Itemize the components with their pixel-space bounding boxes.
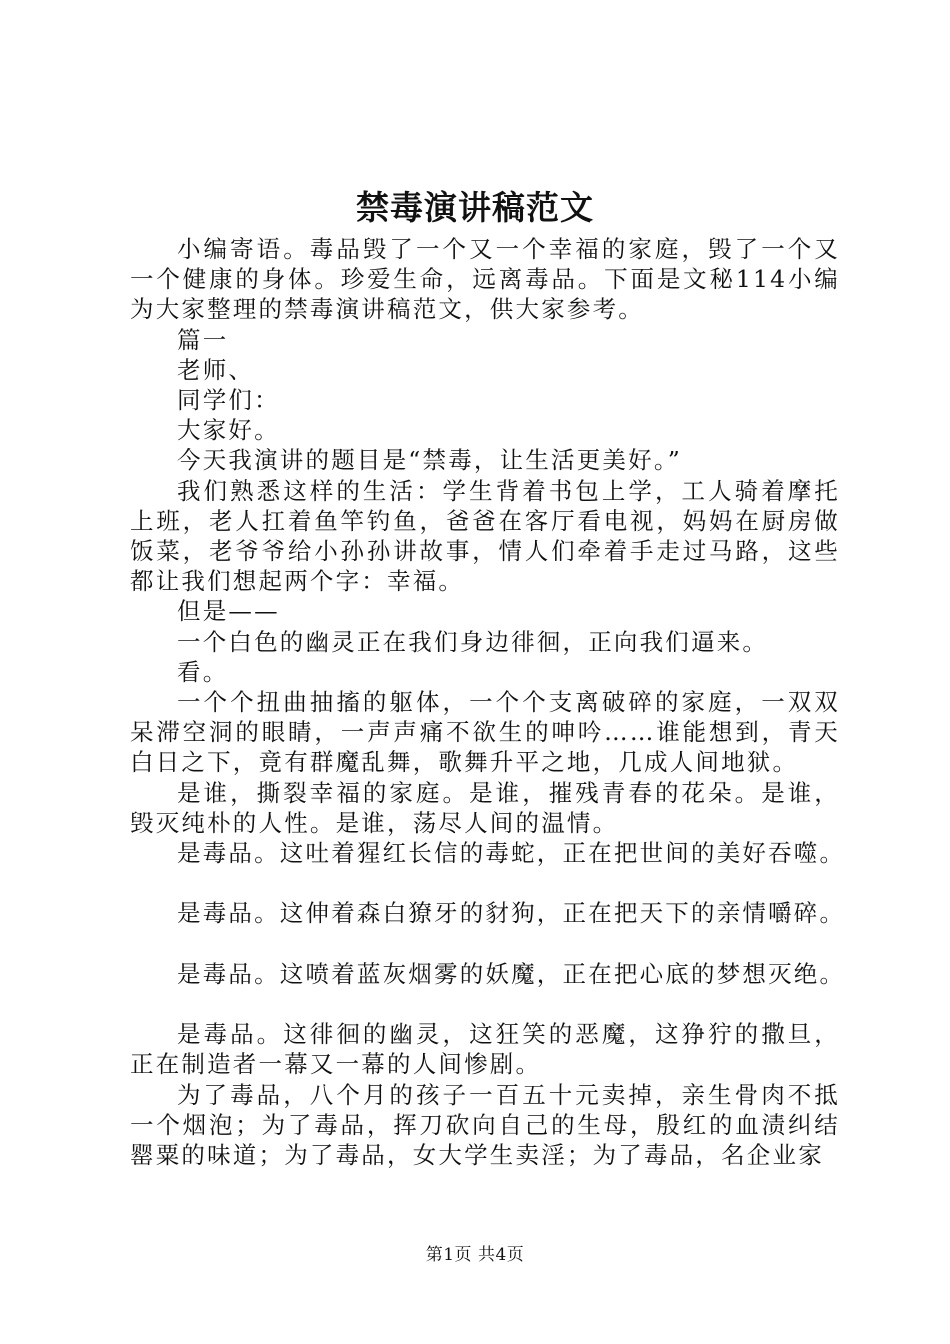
paragraph-who: 是谁，撕裂幸福的家庭。是谁，摧残青春的花朵。是谁，毁灭纯朴的人性。是谁，荡尽人间的温情。 bbox=[130, 778, 840, 837]
document-title: 禁毒演讲稿范文 bbox=[356, 188, 594, 227]
paragraph-greeting: 大家好。 bbox=[177, 416, 280, 445]
paragraph-drugs-snake: 是毒品。这吐着猩红长信的毒蛇，正在把世间的美好吞噬。 bbox=[177, 839, 846, 868]
paragraph-ghost: 一个白色的幽灵正在我们身边徘徊，正向我们逼来。 bbox=[177, 627, 769, 656]
paragraph-topic: 今天我演讲的题目是“禁毒，让生活更美好。” bbox=[177, 446, 682, 475]
page-number: 第1页 共4页 bbox=[425, 1245, 525, 1265]
paragraph-intro: 小编寄语。毒品毁了一个又一个幸福的家庭，毁了一个又一个健康的身体。珍爱生命，远离毒品。下面是文秘114小编为大家整理的禁毒演讲稿范文，供大家参考。 bbox=[130, 235, 840, 324]
paragraph-section-heading: 篇一 bbox=[177, 325, 229, 354]
paragraph-for-drugs: 为了毒品，八个月的孩子一百五十元卖掉，亲生骨肉不抵一个烟泡；为了毒品，挥刀砍向自己的生母，殷红的血渍纠结罂粟的味道；为了毒品，女大学生卖淫；为了毒品，名企业家 bbox=[130, 1080, 840, 1170]
paragraph-drugs-tragedy: 是毒品。这徘徊的幽灵，这狂笑的恶魔，这狰狞的撒旦，正在制造者一幕又一幕的人间惨剧。 bbox=[130, 1020, 840, 1079]
paragraph-drugs-demon: 是毒品。这喷着蓝灰烟雾的妖魔，正在把心底的梦想灭绝。 bbox=[177, 959, 846, 988]
paragraph-look: 看。 bbox=[177, 657, 229, 686]
paragraph-happiness: 我们熟悉这样的生活：学生背着书包上学，工人骑着摩托上班，老人扛着鱼竿钓鱼，爸爸在客厅看电视，妈妈在厨房做饭菜，老爷爷给小孙孙讲故事，情人们牵着手走过马路，这些都让我们想起两个字：幸福。 bbox=[130, 476, 840, 596]
document-body bbox=[130, 234, 846, 1170]
paragraph-but: 但是—— bbox=[177, 597, 280, 626]
paragraph-victims: 一个个扭曲抽搐的躯体，一个个支离破碎的家庭，一双双呆滞空洞的眼睛，一声声痛不欲生的呻吟……谁能想到，青天白日之下，竟有群魔乱舞，歌舞升平之地，几成人间地狱。 bbox=[130, 688, 840, 777]
paragraph-salutation-students: 同学们： bbox=[177, 386, 280, 415]
paragraph-salutation-teachers: 老师、 bbox=[177, 355, 255, 384]
paragraph-drugs-jackal: 是毒品。这伸着森白獠牙的豺狗，正在把天下的亲情嚼碎。 bbox=[177, 899, 846, 928]
